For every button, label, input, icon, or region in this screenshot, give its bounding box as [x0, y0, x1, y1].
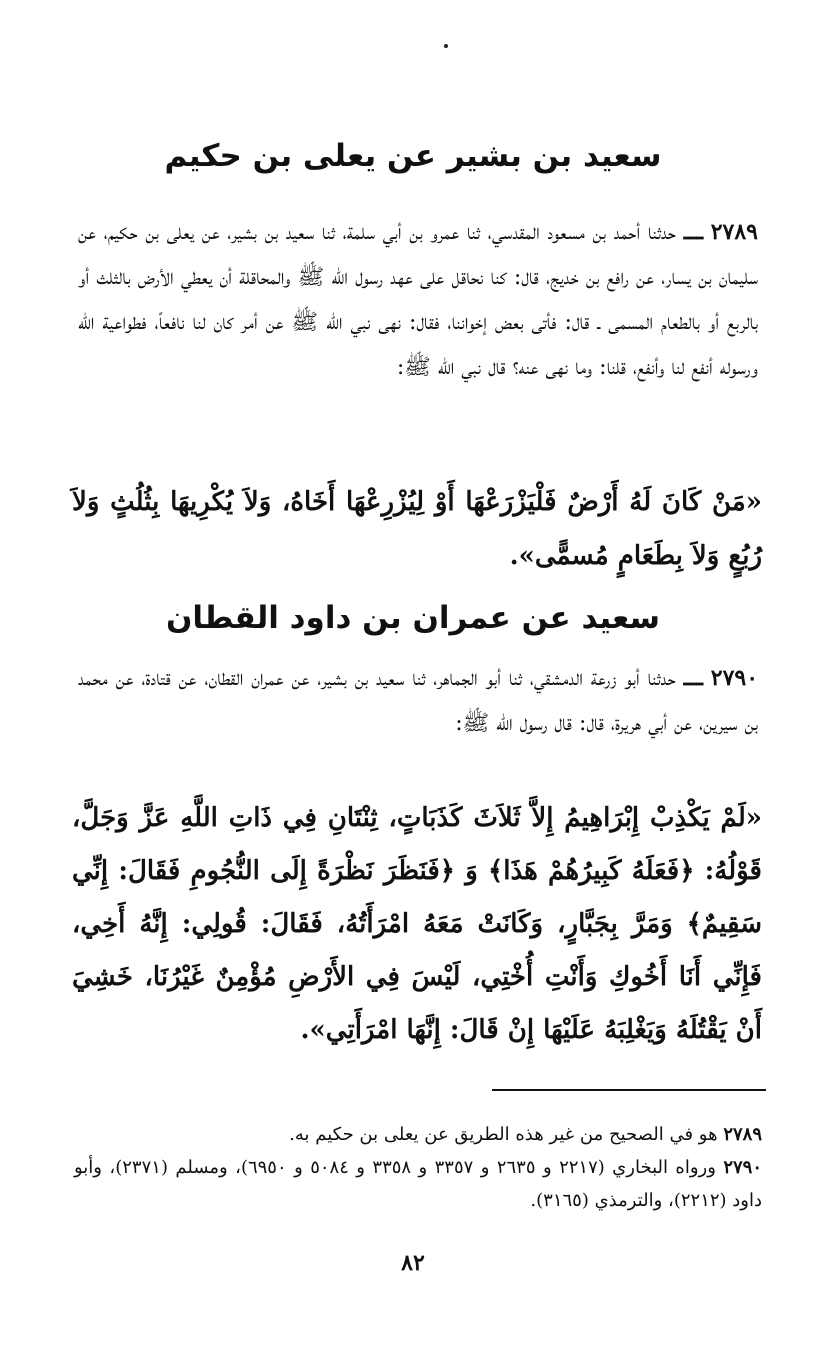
hadith-number: ٢٧٩٠ [710, 665, 759, 691]
footnotes [74, 1118, 762, 1217]
isnad-text: حدثنا أبو زرعة الدمشقي، ثنا أبو الجماهر، ثنا سعيد بن بشير، عن عمران القطان، عن قتادة، عن محمد بن سيرين، عن أبي هريرة، قال: قال رسول الله ﷺ: [78, 666, 758, 736]
hadith-text-2789: «مَنْ كَانَ لَهُ أَرْضٌ فَلْيَزْرَعْهَا أَوْ لِيُزْرِعْهَا أَخَاهُ، وَلاَ يُكْرِيهَا بِثُلُثٍ وَلاَ رُبُعٍ وَلاَ بِطَعَامٍ مُسمًّى». [72, 487, 762, 571]
hadith-text-2790: «لَمْ يَكْذِبْ إِبْرَاهِيمُ إِلاَّ ثَلاَثَ كَذَبَاتٍ، ثِنْتَانِ فِي ذَاتِ اللَّهِ عَزَّ وَجَلَّ، قَوْلُهُ: ﴿فَعَلَهُ كَبِيرُهُمْ هَذَا﴾ وَ ﴿فَنَظَرَ نَظْرَةً إِلَى النُّجُومِ فَقَالَ: إِنِّي سَقِيمٌ﴾ وَمَرَّ بِجَبَّارٍ، وَكَانَتْ مَعَهُ امْرَأَتُهُ، فَقَالَ: قُولِي: إِنَّهُ أَخِي، فَإِنِّي أَنَا أَخُوكِ وَأَنْتِ أُخْتِي، لَيْسَ فِي الأَرْضِ مُؤْمِنٌ غَيْرُنَا، خَشِيَ أَنْ يَقْتُلَهُ وَيَغْلِبَهُ عَلَيْهَا إِنْ قَالَ: إِنَّهَا امْرَأَتِي». [72, 803, 762, 1045]
isnad-text: حدثنا أحمد بن مسعود المقدسي، ثنا عمرو بن أبي سلمة، ثنا سعيد بن بشير، عن يعلى بن حكيم، عن سليمان بن يسار، عن رافع بن خديج، قال: كنا نحاقل على عهد رسول الله ﷺ والمحاقلة أن يعطي الأرض بالثلث أو بالربع أو بالطعام المسمى ـ قال: فأتى بعض إخواننا، فقال: نهى نبي الله ﷺ عن أمر كان لنا نافعاً، فطواعية الله ورسوله أنفع لنا وأنفع، قلنا: وما نهى عنه؟ قال نبي الله ﷺ: [78, 220, 758, 380]
dash: ـــ [683, 665, 703, 691]
dash: ـــ [683, 219, 704, 245]
section-title-1: سعيد بن بشير عن يعلى بن حكيم [164, 138, 662, 174]
footnote-number: ٢٧٩٠ [723, 1157, 763, 1178]
hadith-chain-2790 [78, 656, 758, 746]
footnote-item [74, 1118, 762, 1151]
page-number: ٨٢ [401, 1250, 425, 1276]
hadith-number: ٢٧٨٩ [710, 219, 758, 245]
footnote-divider [492, 1089, 766, 1091]
footnote-number: ٢٧٨٩ [723, 1124, 762, 1145]
footnote-text: ورواه البخاري (٢٢١٧ و ٢٦٣٥ و ٣٣٥٧ و ٣٣٥٨ و ٥٠٨٤ و ٦٩٥٠)، ومسلم (٢٣٧١)، وأبو داود (٢٢١٢)، والترمذي (٣١٦٥). [74, 1157, 762, 1211]
hadith-chain-2789 [78, 210, 758, 390]
section-title-2: سعيد عن عمران بن داود القطان [165, 600, 661, 636]
footnote-text: هو في الصحيح من غير هذه الطريق عن يعلى بن حكيم به. [289, 1124, 718, 1145]
printer-mark [444, 44, 448, 48]
footnote-item [74, 1151, 762, 1217]
